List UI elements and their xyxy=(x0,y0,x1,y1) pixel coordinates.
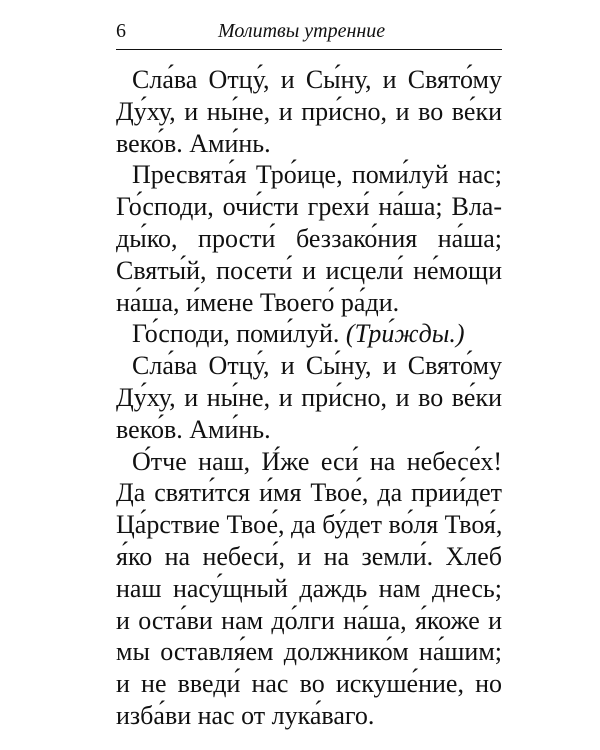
text-line: Святы́й, посети́ и исцели́ не́мощи xyxy=(116,255,502,285)
page-header xyxy=(0,0,600,50)
text-line: О́тче наш, И́же еси́ на небесе́х! xyxy=(132,446,502,476)
text-line: Го́споди, очи́сти грехи́ на́ша; Вла- xyxy=(116,192,502,222)
text-line xyxy=(116,318,502,350)
text-line: ды́ко, прости́ беззако́ния на́ша; xyxy=(116,223,502,253)
text-line: Ду́ху, и ны́не, и при́сно, и во ве́ки xyxy=(116,96,502,126)
text-line: мы оставля́ем должнико́м на́шим; xyxy=(116,637,502,667)
text-line: и не введи́ нас во искуше́ние, но xyxy=(116,669,502,699)
text-line: изба́ви нас от лука́ваго. xyxy=(116,700,375,730)
prayer-text-run: Го́споди, поми́луй. xyxy=(132,319,340,349)
text-line: наш насу́щный даждь нам днесь; xyxy=(116,573,502,603)
text-line: веко́в. Ами́нь. xyxy=(116,128,271,158)
text-line: Сла́ва Отцу́, и Сы́ну, и Свято́му xyxy=(132,65,502,94)
text-line: на́ша, и́мене Твоего́ ра́ди. xyxy=(116,287,400,317)
rubric: (Три́жды.) xyxy=(345,319,465,349)
paragraph-our-father xyxy=(116,446,502,732)
text-line: Сла́ва Отцу́, и Сы́ну, и Свято́му xyxy=(132,351,502,381)
text-line: Пресвята́я Тро́ице, поми́луй нас; xyxy=(132,160,502,190)
paragraph-lord-have-mercy xyxy=(116,318,502,350)
text-line: Ду́ху, и ны́не, и при́сно, и во ве́ки xyxy=(116,382,502,412)
text-line: Да святи́тся и́мя Твое́, да прии́дет xyxy=(116,478,502,508)
text-line: веко́в. Ами́нь. xyxy=(116,414,271,444)
prayer-text xyxy=(116,64,502,732)
paragraph-glory-2 xyxy=(116,350,502,445)
header-rule xyxy=(116,49,502,50)
text-line: и оста́ви нам до́лги на́ша, я́коже и xyxy=(116,605,502,635)
page-number: 6 xyxy=(116,20,126,42)
paragraph-glory-1 xyxy=(116,64,502,159)
paragraph-trinity xyxy=(116,159,502,318)
running-title: Молитвы утренние xyxy=(218,20,386,42)
text-line: я́ко на небеси́, и на земли́. Хлеб xyxy=(116,541,502,571)
text-line: Ца́рствие Твое́, да бу́дет во́ля Твоя́, xyxy=(116,510,503,540)
